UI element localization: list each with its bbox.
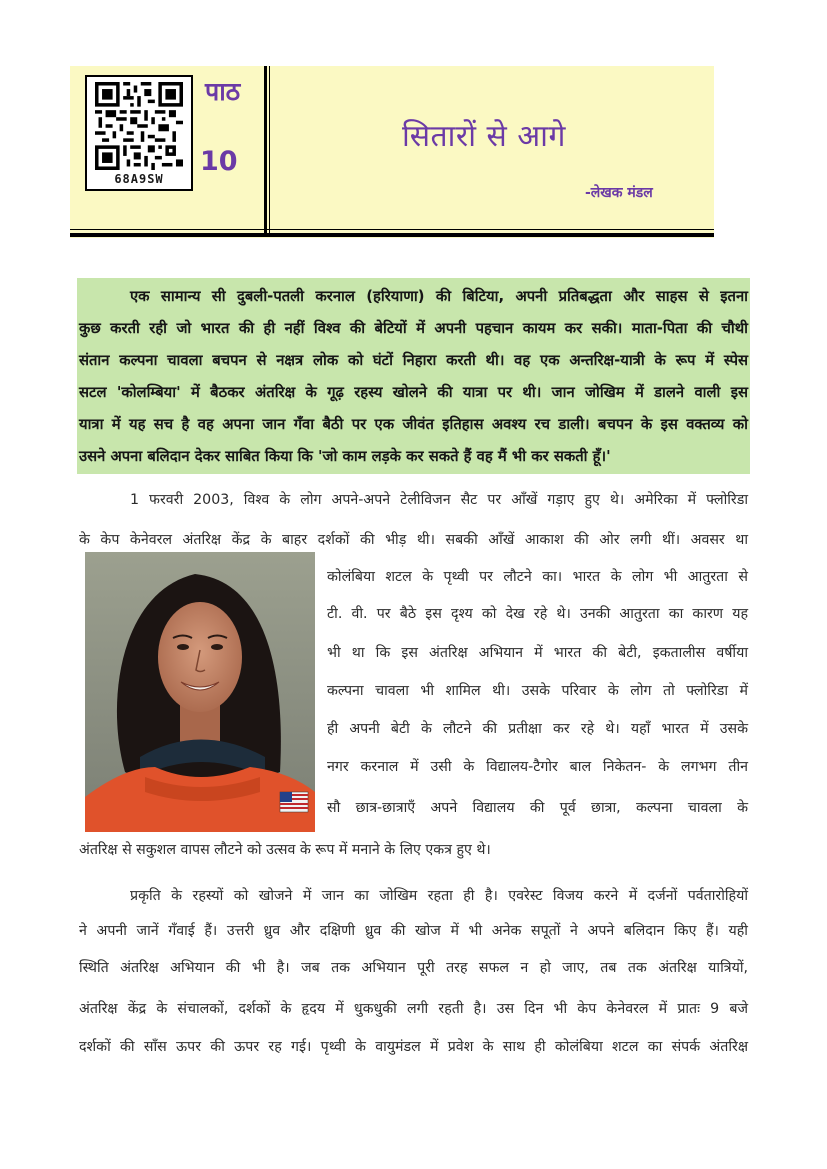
paragraph-line: टी. वी. पर बैठे इस दृश्य को देख रहे थे। उनकी आतुरता का कारण यह <box>327 606 748 622</box>
qr-code[interactable] <box>85 75 193 191</box>
intro-line: एक सामान्य सी दुबली-पतली करनाल (हरियाणा) की बिटिया, अपनी प्रतिबद्धता और साहस से इतना <box>130 288 748 305</box>
paragraph-line: प्रकृति के रहस्यों को खोजने में जान का जोखिम रहता ही है। एवरेस्ट विजय करने में दर्जनों पर्वतारोहियों <box>130 888 748 904</box>
paragraph-line: सौ छात्र-छात्राएँ अपने विद्यालय की पूर्व छात्रा, कल्पना चावला के <box>327 800 748 816</box>
paragraph-line: ही अपनी बेटी के लौटने की प्रतीक्षा कर रहे थे। यहाँ भारत में उसके <box>327 721 748 737</box>
header-rule <box>70 233 714 237</box>
intro-summary-box <box>77 278 750 474</box>
paragraph-line: कोलंबिया शटल के पृथ्वी पर लौटने का। भारत के लोग भी आतुरता से <box>327 569 748 585</box>
intro-line: उसने अपना बलिदान देकर साबित किया कि 'जो काम लड़के कर सकते हैं वह मैं भी कर सकती हूँ।' <box>79 448 611 465</box>
header-rule <box>70 229 714 230</box>
paragraph-line: भी था कि इस अंतरिक्ष अभियान में भारत की बेटी, इकतालीस वर्षीया <box>327 645 748 661</box>
intro-line: कुछ करती रही जो भारत की ही नहीं विश्व की बेटियों में अपनी पहचान कायम कर सकी। माता-पिता की चौथी <box>79 320 748 337</box>
qr-code-label: 68A9SW <box>114 172 164 186</box>
intro-line: सटल 'कोलम्बिया' में बैठकर अंतरिक्ष के गूढ़ रहस्य खोलने की यात्रा पर थी। जान जोखिम में डालने वाली इस <box>79 384 748 401</box>
author-credit: -लेखक मंडल <box>585 185 653 201</box>
paragraph-line: दर्शकों की साँस ऊपर की ऊपर रह गई। पृथ्वी के वायुमंडल में प्रवेश के साथ ही कोलंबिया शटल का संपर्क अंतरिक्ष <box>79 1039 748 1055</box>
paragraph-line: अंतरिक्ष से सकुशल वापस लौटने को उत्सव के रूप में मनाने के लिए एकत्र हुए थे। <box>79 842 491 858</box>
header-divider <box>269 66 270 236</box>
intro-line: संतान कल्पना चावला बचपन से नक्षत्र लोक को घंटों निहारा करती थी। वह एक अन्तरिक्ष-यात्री के रूप में स्पेस <box>79 352 748 369</box>
paragraph-line: ने अपनी जानें गँवाई हैं। उत्तरी ध्रुव और दक्षिणी ध्रुव की खोज में भी अनेक सपूतों ने अपने बलिदान किए हैं। यही <box>79 923 748 939</box>
qr-code-icon <box>94 82 184 170</box>
page-title: सितारों से आगे <box>402 119 566 154</box>
paragraph-line: के केप केनेवरल अंतरिक्ष केंद्र के बाहर दर्शकों की भीड़ थी। सबकी आँखें आकाश की ओर लगी थीं। अवसर था <box>79 532 748 548</box>
paragraph-line: स्थिति अंतरिक्ष अभियान की भी है। जब तक अभियान पूरी तरह सफल न हो जाए, तब तक अंतरिक्ष यात्रियों, <box>79 960 748 976</box>
paragraph-line: 1 फरवरी 2003, विश्व के लोग अपने-अपने टेलीविजन सैट पर आँखें गड़ाए हुए थे। अमेरिका में फ्लोरिडा <box>130 492 748 508</box>
lesson-number: 10 <box>200 146 238 177</box>
paragraph-line: अंतरिक्ष केंद्र के संचालकों, दर्शकों के हृदय में धुकधुकी लगी रहती है। उस दिन भी केप केनेवरल में प्रातः 9 बजे <box>79 1001 748 1017</box>
intro-line: यात्रा में यह सच है वह अपना जान गँवा बैठी पर एक जीवंत इतिहास अवश्य रच डाली। बचपन के इस वक्तव्य को <box>79 416 748 433</box>
lesson-label: पाठ <box>205 77 241 106</box>
paragraph-line: कल्पना चावला भी शामिल थी। उसके परिवार के लोग तो फ्लोरिडा में <box>327 683 748 699</box>
header-divider <box>264 66 267 236</box>
paragraph-line: नगर करनाल में उसी के विद्यालय-टैगोर बाल निकेतन- के लगभग तीन <box>327 759 748 775</box>
astronaut-portrait <box>85 552 315 832</box>
